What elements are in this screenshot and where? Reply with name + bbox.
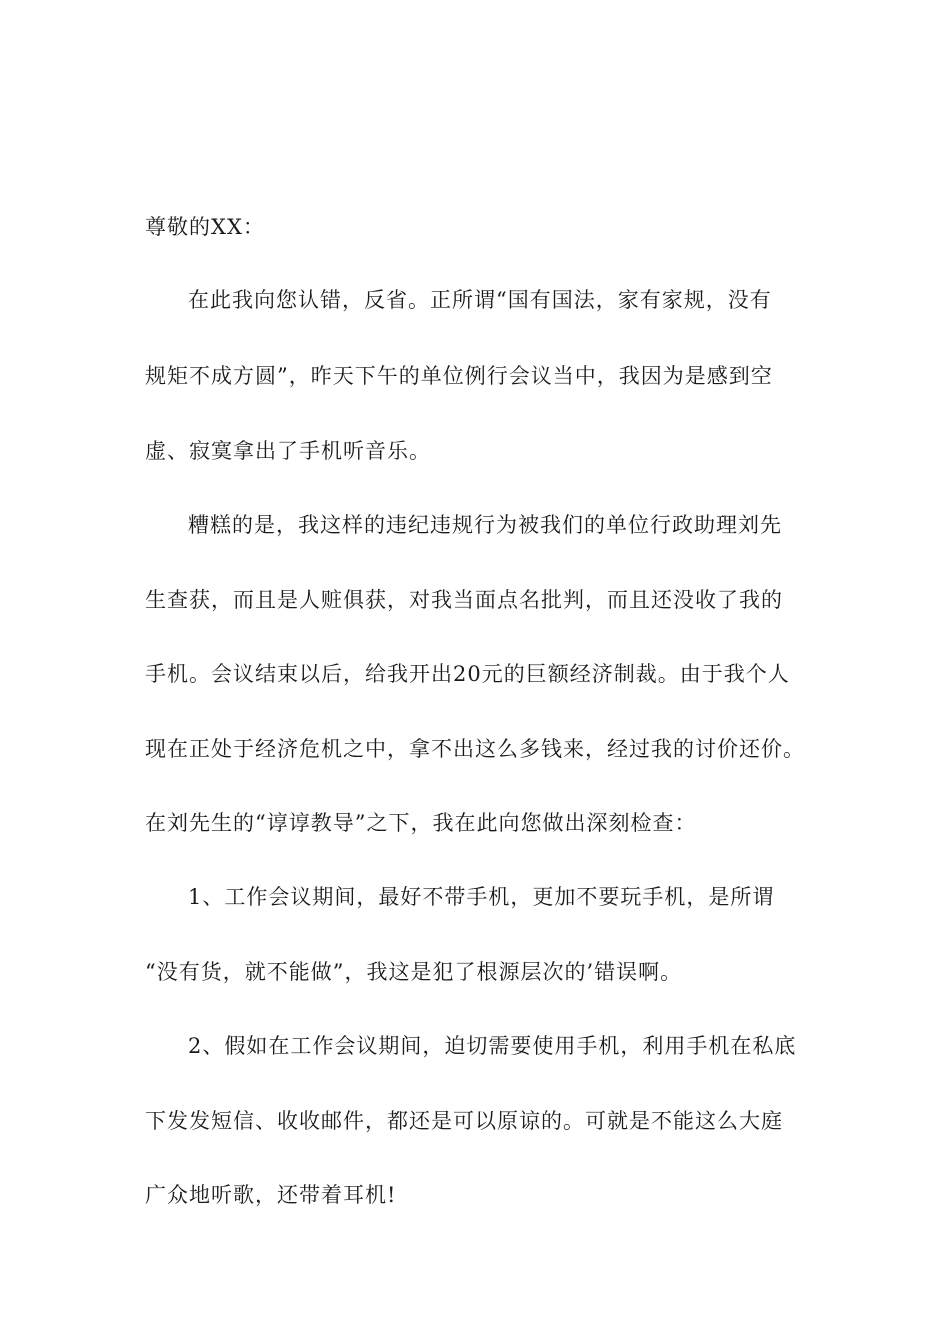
list-item-line: 下发发短信、收收邮件，都还是可以原谅的。可就是不能这么大庭 [145, 1109, 783, 1133]
paragraph-line: 现在正处于经济危机之中，拿不出这么多钱来，经过我的讨价还价。 [145, 737, 805, 761]
paragraph-line: 虚、寂寞拿出了手机听音乐。 [145, 439, 431, 463]
list-item-line: 2、假如在工作会议期间，迫切需要使用手机，利用手机在私底 [188, 1034, 797, 1058]
paragraph-line: 手机。会议结束以后，给我开出20元的巨额经济制裁。由于我个人 [145, 662, 790, 686]
paragraph-line: 糟糕的是，我这样的违纪违规行为被我们的单位行政助理刘先 [188, 513, 782, 537]
salutation: 尊敬的XX： [145, 215, 265, 239]
paragraph-line: 生查获，而且是人赃俱获，对我当面点名批判，而且还没收了我的 [145, 588, 783, 612]
list-item-line: 广众地听歌，还带着耳机! [145, 1183, 397, 1207]
paragraph-line: 在刘先生的“谆谆教导”之下，我在此向您做出深刻检查： [145, 811, 697, 835]
paragraph-line: 在此我向您认错，反省。正所谓“国有国法，家有家规，没有 [188, 288, 772, 312]
paragraph-line: 规矩不成方圆”，昨天下午的单位例行会议当中，我因为是感到空 [145, 364, 773, 388]
list-item-line: “没有货，就不能做”，我这是犯了根源层次的’错误啊。 [145, 960, 683, 984]
list-item-line: 1、工作会议期间，最好不带手机，更加不要玩手机，是所谓 [188, 885, 775, 909]
